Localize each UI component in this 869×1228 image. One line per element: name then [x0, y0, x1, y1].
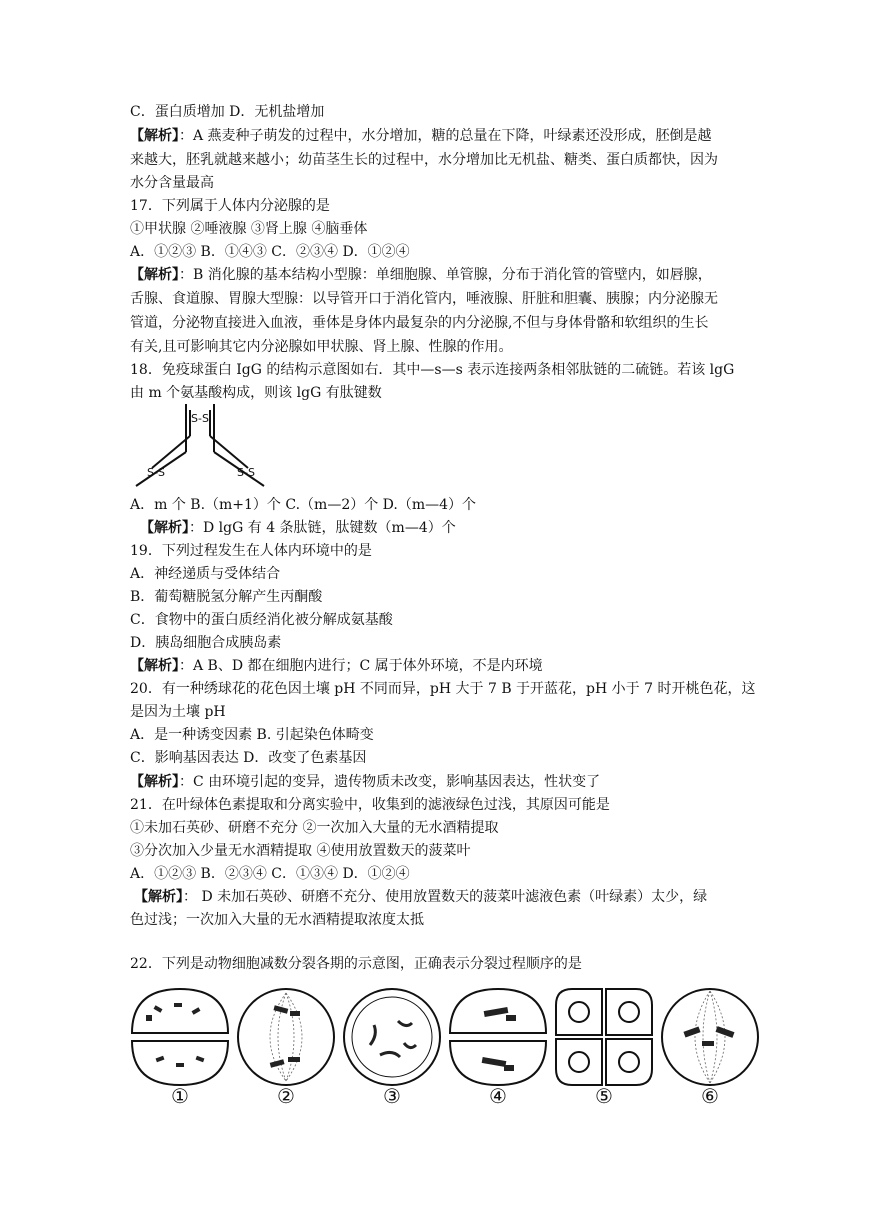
- explanation-label: 【解析】: [140, 520, 189, 536]
- q21-stem: 21．在叶绿体色素提取和分离实验中，收集到的滤液绿色过浅，其原因可能是: [130, 797, 610, 813]
- q21-items-12: ①未加石英砂、研磨不充分 ②一次加入大量的无水酒精提取: [130, 820, 499, 836]
- explanation-text: ： D 未加石英砂、研磨不充分、使用放置数天的菠菜叶滤液色素（叶绿素）太少，绿: [183, 889, 708, 905]
- q17-explanation: [130, 264, 712, 286]
- cell-figure-4: [446, 985, 550, 1089]
- q17-items: ①甲状腺 ②唾液腺 ③肾上腺 ④脑垂体: [130, 221, 368, 237]
- cell-figure-3: [340, 985, 444, 1089]
- q16-explanation: [130, 125, 712, 147]
- q22-stem: 22．下列是动物细胞减数分裂各期的示意图，正确表示分裂过程顺序的是: [130, 956, 582, 972]
- explanation-text: ：A B、D 都在细胞内进行；C 属于体外环境，不是内环境: [179, 658, 543, 674]
- text-line: 有关,且可影响其它内分泌腺如甲状腺、肾上腺、性腺的作用。: [130, 339, 513, 355]
- q20-options-ab: A．是一种诱变因素 B. 引起染色体畸变: [130, 727, 374, 743]
- explanation-text: ：D lgG 有 4 条肽链，肽键数（m—4）个: [189, 520, 456, 536]
- q18-explanation: [140, 517, 456, 539]
- explanation-label: 【解析】: [134, 889, 183, 905]
- meiosis-stage-figures: [128, 985, 778, 1110]
- explanation-label: 【解析】: [130, 267, 179, 283]
- q19-stem: 19．下列过程发生在人体内环境中的是: [130, 543, 372, 559]
- q17-options: A．①②③ B．①④③ C．②③④ D．①②④: [130, 244, 410, 260]
- q20-explanation: [130, 771, 600, 793]
- cell-figure-6: [658, 985, 762, 1089]
- figure-number-3: ③: [383, 1084, 401, 1108]
- figure-number-4: ④: [489, 1084, 507, 1108]
- figure-number-2: ②: [277, 1084, 295, 1108]
- igg-structure-diagram: [128, 402, 278, 492]
- disulfide-label-left: S-S: [147, 466, 165, 479]
- explanation-label: 【解析】: [130, 658, 179, 674]
- q21-explanation: [134, 886, 707, 908]
- q21-items-34: ③分次加入少量无水酒精提取 ④使用放置数天的菠菜叶: [130, 843, 471, 859]
- figure-number-5: ⑤: [595, 1084, 613, 1108]
- explanation-text: ：C 由环境引起的变异，遗传物质未改变，影响基因表达，性状变了: [179, 774, 601, 790]
- q17-stem: 17．下列属于人体内分泌腺的是: [130, 198, 330, 214]
- text-line: 由 m 个氨基酸构成，则该 lgG 有肽键数: [130, 385, 382, 401]
- figure-number-6: ⑥: [701, 1084, 719, 1108]
- text-line: 来越大，胚乳就越来越小；幼苗茎生长的过程中，水分增加比无机盐、糖类、蛋白质都快，因为: [130, 152, 718, 168]
- q21-options: A．①②③ B．②③④ C．①③④ D．①②④: [130, 866, 410, 882]
- disulfide-label-right: S-S: [237, 466, 255, 479]
- q19-option-d: D．胰岛细胞合成胰岛素: [130, 635, 282, 651]
- q20-options-cd: C．影响基因表达 D．改变了色素基因: [130, 750, 367, 766]
- explanation-label: 【解析】: [130, 774, 179, 790]
- cell-figure-5: [552, 985, 656, 1089]
- text-line: 舌腺、食道腺、胃腺大型腺：以导管开口于消化管内，唾液腺、肝脏和胆囊、胰腺；内分泌腺无: [130, 291, 718, 307]
- text-line: 水分含量最高: [130, 175, 214, 191]
- figure-number-1: ①: [171, 1084, 189, 1108]
- q16-options-cd: C．蛋白质增加 D．无机盐增加: [130, 104, 325, 120]
- q19-explanation: [130, 655, 543, 677]
- text-line: 是因为土壤 pH: [130, 704, 226, 720]
- explanation-text: ：A 燕麦种子萌发的过程中，水分增加，糖的总量在下降，叶绿素还没形成，胚倒是越: [179, 128, 712, 144]
- q20-stem: 20．有一种绣球花的花色因土壤 pH 不同而异，pH 大于 7 B 于开蓝花，pH 小于 7 时开桃色花，这: [130, 681, 756, 697]
- q18-stem: 18．免疫球蛋白 IgG 的结构示意图如右．其中—s—s 表示连接两条相邻肽链的二硫链。若该 lgG: [130, 362, 735, 378]
- q19-option-a: A．神经递质与受体结合: [130, 566, 281, 582]
- cell-figure-2: [234, 985, 338, 1089]
- disulfide-label-top: S-S: [191, 412, 209, 425]
- cell-figure-1: [128, 985, 232, 1089]
- q19-option-c: C．食物中的蛋白质经消化被分解成氨基酸: [130, 612, 393, 628]
- explanation-text: ：B 消化腺的基本结构小型腺：单细胞腺、单管腺，分布于消化管的管壁内，如唇腺，: [179, 267, 712, 283]
- text-line: 管道，分泌物直接进入血液，垂体是身体内最复杂的内分泌腺,不但与身体骨骼和软组织的生长: [130, 315, 709, 331]
- text-line: 色过浅；一次加入大量的无水酒精提取浓度太抵: [130, 912, 424, 928]
- q19-option-b: B．葡萄糖脱氢分解产生丙酮酸: [130, 589, 323, 605]
- explanation-label: 【解析】: [130, 128, 179, 144]
- q18-options: A．m 个 B.（m+1）个 C.（m—2）个 D.（m—4）个: [130, 497, 477, 513]
